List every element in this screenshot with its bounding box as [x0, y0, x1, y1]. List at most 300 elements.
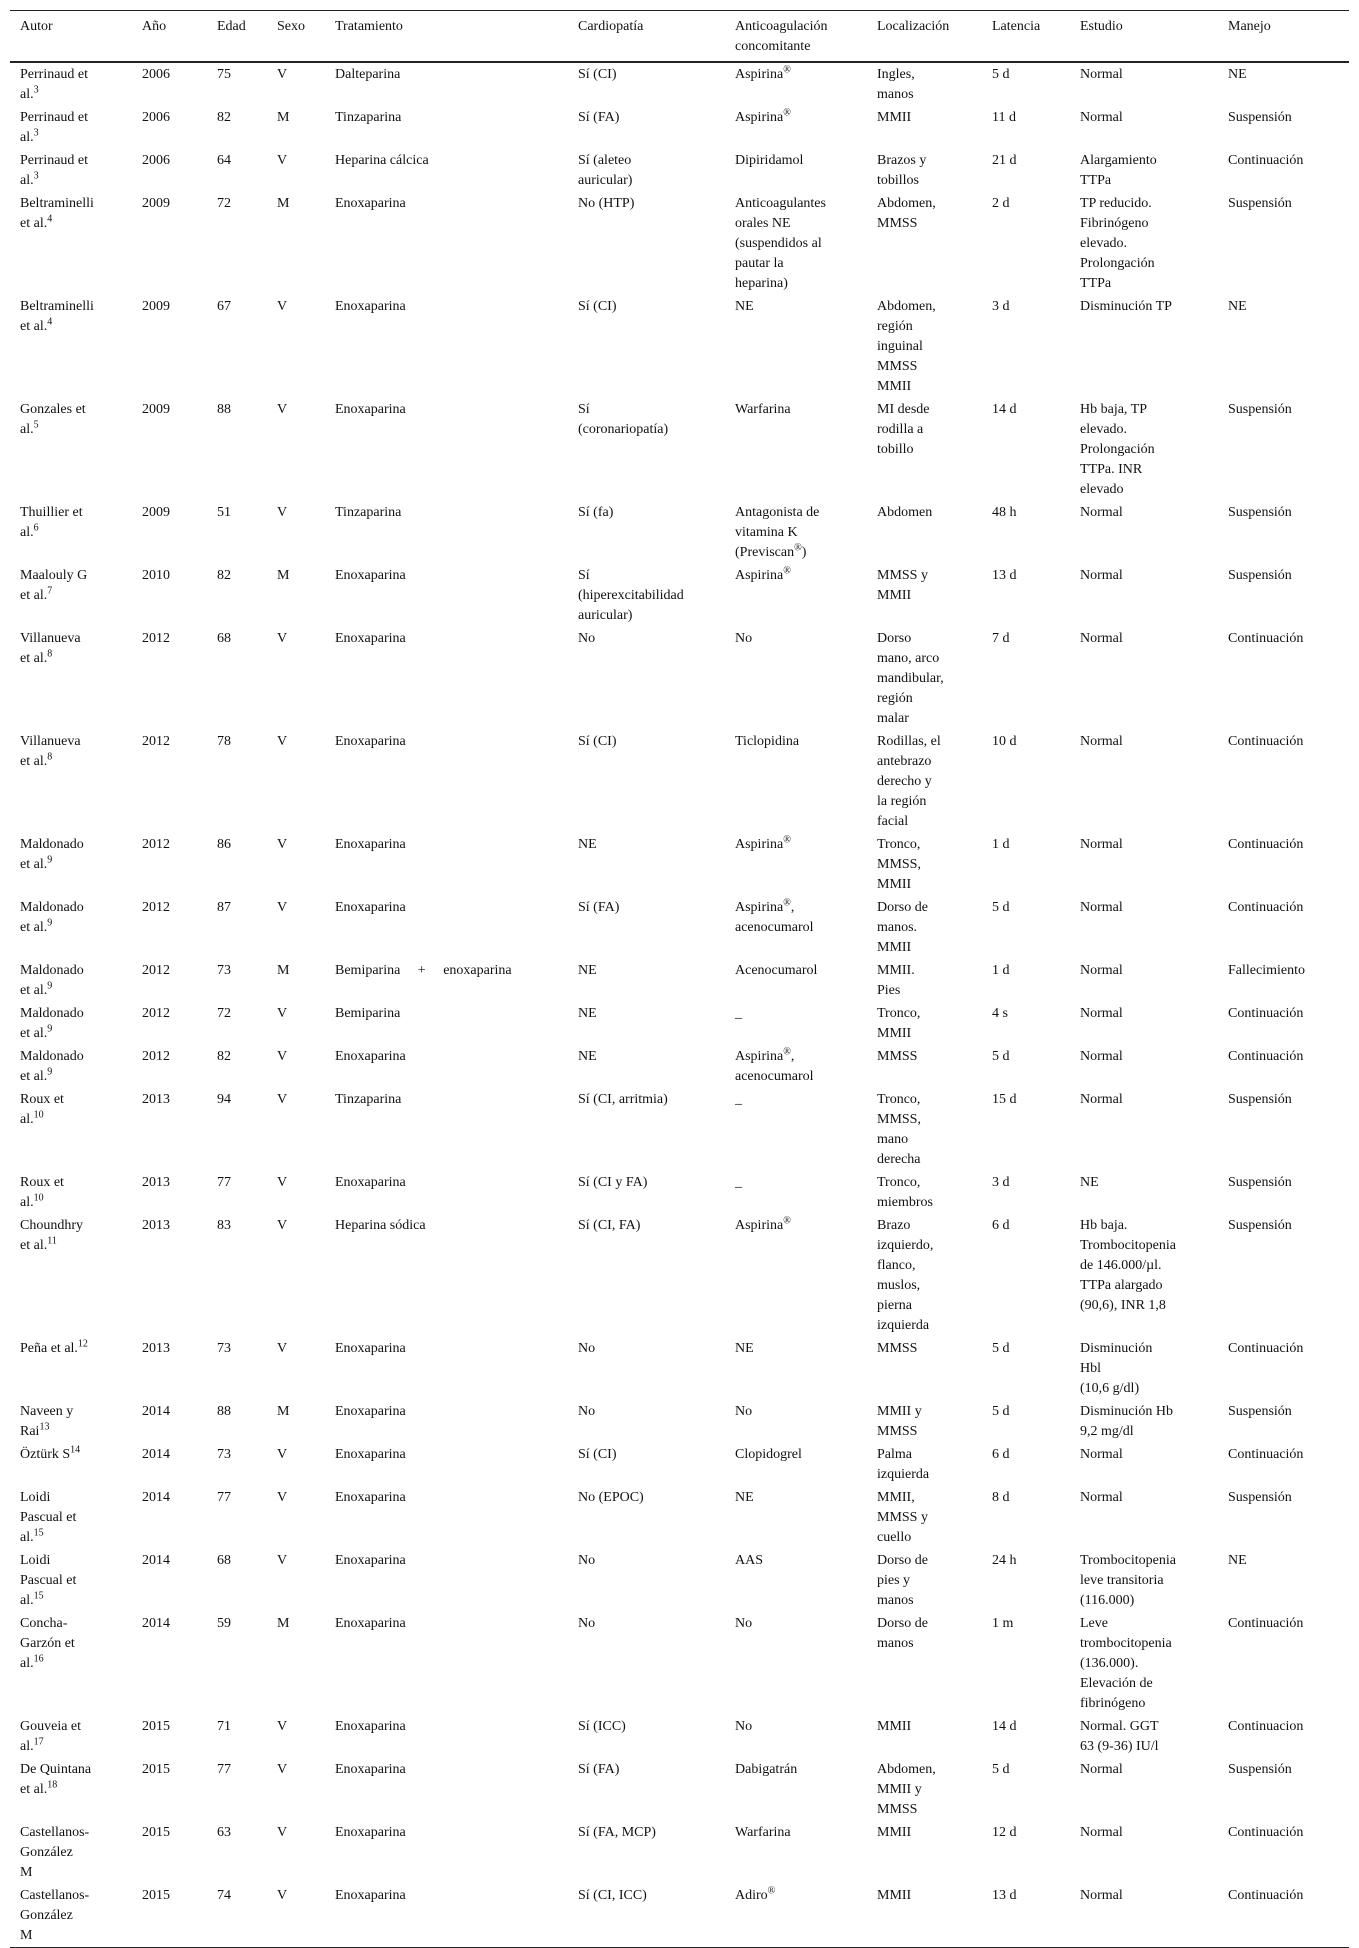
cell-latencia-text: 1 m	[992, 1616, 1014, 1631]
cell-manejo	[1218, 1088, 1349, 1171]
cell-localizacion	[867, 1002, 982, 1045]
cell-sexo	[267, 627, 325, 730]
cell-manejo-text: Continuación	[1228, 837, 1304, 852]
cell-localizacion-text: Tronco, MMSS, MMII	[877, 837, 921, 892]
cell-manejo	[1218, 730, 1349, 833]
cell-edad-text: 68	[217, 631, 231, 646]
cell-estudio	[1070, 398, 1218, 501]
cell-estudio-text: Normal	[1080, 631, 1123, 646]
cell-sexo	[267, 106, 325, 149]
cell-manejo-text: Continuación	[1228, 153, 1304, 168]
reference-number: 3	[33, 127, 39, 139]
table-row	[10, 1821, 1349, 1884]
cell-latencia	[982, 627, 1070, 730]
cell-anticoagulacion-text: Dabigatrán	[735, 1762, 798, 1777]
cell-anio-text: 2013	[142, 1341, 170, 1356]
cell-latencia-text: 7 d	[992, 631, 1010, 646]
cell-autor-text: Roux et al.	[20, 1092, 64, 1127]
cell-localizacion-text: MMII	[877, 1825, 912, 1840]
cell-anio-text: 2012	[142, 734, 170, 749]
cell-anticoagulacion-text: _	[735, 1092, 742, 1107]
cell-manejo-text: Continuación	[1228, 1616, 1304, 1631]
cell-anticoagulacion-text: Antagonista de vitamina K (Previscan	[735, 505, 820, 560]
cell-sexo-text: M	[277, 1616, 290, 1631]
cell-autor-text: Perrinaud et al.	[20, 110, 89, 145]
cell-estudio-text: Trombocitopenia leve transitoria (116.000)	[1080, 1553, 1176, 1608]
cell-tratamiento	[325, 1045, 568, 1088]
header-anio: Año	[142, 19, 167, 34]
cell-tratamiento	[325, 1002, 568, 1045]
cell-localizacion-text: Brazos y tobillos	[877, 153, 927, 188]
reference-number: 16	[33, 1653, 44, 1665]
cell-anticoagulacion	[725, 501, 867, 564]
cell-edad	[207, 1337, 267, 1400]
cell-tratamiento	[325, 896, 568, 959]
cell-edad	[207, 1443, 267, 1486]
cell-tratamiento	[325, 192, 568, 295]
cell-edad	[207, 627, 267, 730]
cell-tratamiento-text: Bemiparina + enoxaparina	[335, 963, 512, 978]
cell-anio-text: 2009	[142, 505, 170, 520]
cell-latencia-text: 5 d	[992, 1762, 1010, 1777]
cell-localizacion	[867, 62, 982, 106]
cell-latencia	[982, 192, 1070, 295]
cell-estudio-text: Normal	[1080, 1049, 1123, 1064]
cell-autor-text: Maldonado et al.	[20, 1006, 84, 1041]
cell-anio	[132, 106, 207, 149]
table-row	[10, 627, 1349, 730]
cell-latencia	[982, 896, 1070, 959]
cell-estudio-text: NE	[1080, 1175, 1099, 1190]
table-row	[10, 959, 1349, 1002]
cell-anio-text: 2015	[142, 1762, 170, 1777]
cell-manejo	[1218, 1337, 1349, 1400]
cell-tratamiento	[325, 62, 568, 106]
cell-sexo	[267, 1821, 325, 1884]
cell-sexo	[267, 1549, 325, 1612]
cell-latencia-text: 2 d	[992, 196, 1010, 211]
cell-tratamiento-text: Enoxaparina	[335, 1404, 406, 1419]
cell-latencia	[982, 1486, 1070, 1549]
registered-mark: ®	[783, 897, 791, 909]
cell-cardiopatia-text: Sí (CI, ICC)	[578, 1888, 647, 1903]
cell-manejo	[1218, 501, 1349, 564]
cell-manejo-text: Fallecimiento	[1228, 963, 1305, 978]
cell-manejo	[1218, 564, 1349, 627]
cell-sexo-text: V	[277, 1762, 288, 1777]
table-row	[10, 62, 1349, 106]
cell-anio-text: 2012	[142, 837, 170, 852]
cell-tratamiento-text: Tinzaparina	[335, 1092, 402, 1107]
cell-autor-text: De Quintana et al.	[20, 1762, 92, 1797]
cell-sexo	[267, 959, 325, 1002]
cell-latencia-text: 1 d	[992, 963, 1010, 978]
cell-autor	[10, 1171, 132, 1214]
cell-latencia-text: 6 d	[992, 1447, 1010, 1462]
cell-anticoagulacion-cont: , acenocumarol	[735, 900, 814, 935]
cell-latencia	[982, 1884, 1070, 1948]
cell-latencia	[982, 1443, 1070, 1486]
cell-tratamiento	[325, 295, 568, 398]
cell-latencia	[982, 1549, 1070, 1612]
cell-latencia	[982, 1045, 1070, 1088]
cell-anticoagulacion	[725, 1715, 867, 1758]
reference-number: 6	[33, 522, 39, 534]
cell-localizacion-text: Abdomen, MMSS	[877, 196, 936, 231]
table-row	[10, 1549, 1349, 1612]
cell-edad-text: 64	[217, 153, 231, 168]
cell-edad-text: 59	[217, 1616, 231, 1631]
cell-localizacion	[867, 398, 982, 501]
cell-edad	[207, 1884, 267, 1948]
cell-autor-text: Choundhry et al.	[20, 1218, 83, 1253]
cell-anticoagulacion	[725, 1400, 867, 1443]
cell-cardiopatia	[568, 959, 725, 1002]
cell-sexo	[267, 1486, 325, 1549]
cell-manejo	[1218, 1002, 1349, 1045]
cell-manejo	[1218, 1486, 1349, 1549]
cell-latencia	[982, 1821, 1070, 1884]
cell-tratamiento-text: Enoxaparina	[335, 402, 406, 417]
cell-anio-text: 2012	[142, 1006, 170, 1021]
cell-manejo-text: Suspensión	[1228, 1218, 1292, 1233]
cell-autor-text: Castellanos- González M	[20, 1888, 90, 1943]
cell-sexo-text: M	[277, 1404, 290, 1419]
cell-tratamiento	[325, 1486, 568, 1549]
cell-localizacion	[867, 1171, 982, 1214]
cell-latencia-text: 5 d	[992, 900, 1010, 915]
cell-cardiopatia-text: Sí (FA)	[578, 110, 620, 125]
cell-estudio	[1070, 106, 1218, 149]
cell-edad-text: 94	[217, 1092, 231, 1107]
cell-autor-text: Castellanos- González M	[20, 1825, 90, 1880]
cell-tratamiento-text: Bemiparina	[335, 1006, 401, 1021]
cell-cardiopatia-text: Sí (CI)	[578, 734, 617, 749]
cell-autor	[10, 1758, 132, 1821]
header-estudio: Estudio	[1080, 19, 1123, 34]
cell-anio	[132, 896, 207, 959]
cell-latencia	[982, 1214, 1070, 1337]
cell-edad	[207, 896, 267, 959]
cell-estudio-text: Disminución Hb 9,2 mg/dl	[1080, 1404, 1173, 1439]
reference-number: 3	[33, 84, 39, 96]
cell-anio	[132, 192, 207, 295]
cell-localizacion	[867, 1214, 982, 1337]
cell-localizacion	[867, 1486, 982, 1549]
cell-estudio-text: Normal	[1080, 110, 1123, 125]
cell-tratamiento-text: Enoxaparina	[335, 1553, 406, 1568]
cell-tratamiento-text: Heparina cálcica	[335, 153, 429, 168]
cell-anio-text: 2012	[142, 963, 170, 978]
cell-anticoagulacion	[725, 730, 867, 833]
header-latencia: Latencia	[992, 19, 1041, 34]
cell-edad	[207, 501, 267, 564]
cell-sexo-text: V	[277, 1553, 288, 1568]
cell-edad	[207, 1045, 267, 1088]
cell-tratamiento-text: Enoxaparina	[335, 1825, 406, 1840]
table-row	[10, 1171, 1349, 1214]
cell-tratamiento-text: Tinzaparina	[335, 110, 402, 125]
registered-mark: ®	[783, 1046, 791, 1058]
cell-sexo-text: M	[277, 196, 290, 211]
cell-autor	[10, 1088, 132, 1171]
cell-anio	[132, 1337, 207, 1400]
cell-tratamiento	[325, 1337, 568, 1400]
cell-cardiopatia-text: Sí (CI)	[578, 1447, 617, 1462]
cell-edad-text: 63	[217, 1825, 231, 1840]
header-anticoagulacion: Anticoagulación concomitante	[735, 19, 828, 54]
cell-manejo	[1218, 896, 1349, 959]
cell-anticoagulacion	[725, 833, 867, 896]
cell-estudio	[1070, 959, 1218, 1002]
table-row	[10, 149, 1349, 192]
cell-anticoagulacion-text: Anticoagulantes orales NE (suspendidos al pautar la heparina)	[735, 196, 826, 291]
cell-edad-text: 67	[217, 299, 231, 314]
cell-sexo-text: V	[277, 631, 288, 646]
cell-manejo-text: Continuación	[1228, 900, 1304, 915]
cell-anticoagulacion	[725, 1002, 867, 1045]
cell-sexo	[267, 1171, 325, 1214]
cell-anticoagulacion-text: Dipiridamol	[735, 153, 804, 168]
cell-estudio-text: TP reducido. Fibrinógeno elevado. Prolongación TTPa	[1080, 196, 1155, 291]
cell-manejo	[1218, 1171, 1349, 1214]
cell-anticoagulacion	[725, 1045, 867, 1088]
cell-anticoagulacion-text: No	[735, 1719, 753, 1734]
cell-sexo-text: V	[277, 153, 288, 168]
cell-tratamiento	[325, 1088, 568, 1171]
cell-anio	[132, 62, 207, 106]
cell-manejo	[1218, 1884, 1349, 1948]
cell-localizacion-text: MI desde rodilla a tobillo	[877, 402, 930, 457]
cell-edad-text: 82	[217, 1049, 231, 1064]
reference-number: 8	[47, 751, 53, 763]
cell-localizacion	[867, 501, 982, 564]
cell-localizacion	[867, 1337, 982, 1400]
cell-cardiopatia-text: No	[578, 1404, 596, 1419]
cell-tratamiento-text: Enoxaparina	[335, 1719, 406, 1734]
cell-anio-text: 2006	[142, 153, 170, 168]
header-localizacion: Localización	[877, 19, 950, 34]
cell-edad-text: 77	[217, 1762, 231, 1777]
cell-tratamiento-text: Enoxaparina	[335, 734, 406, 749]
cell-anticoagulacion	[725, 959, 867, 1002]
cell-autor-text: Maldonado et al.	[20, 900, 84, 935]
reference-number: 5	[33, 419, 39, 431]
cell-manejo	[1218, 1612, 1349, 1715]
cell-anticoagulacion	[725, 1443, 867, 1486]
registered-mark: ®	[783, 107, 791, 119]
cell-anio	[132, 833, 207, 896]
cell-manejo-text: Continuación	[1228, 734, 1304, 749]
cell-latencia	[982, 1171, 1070, 1214]
cell-localizacion-text: Brazo izquierdo, flanco, muslos, pierna izquierda	[877, 1218, 934, 1333]
cell-latencia	[982, 1002, 1070, 1045]
cell-anticoagulacion	[725, 1214, 867, 1337]
cell-tratamiento	[325, 833, 568, 896]
reference-number: 18	[47, 1779, 58, 1791]
cell-latencia	[982, 1715, 1070, 1758]
cell-cardiopatia	[568, 295, 725, 398]
cell-autor	[10, 106, 132, 149]
cell-edad-text: 82	[217, 110, 231, 125]
cell-autor-text: Roux et al.	[20, 1175, 64, 1210]
cell-edad	[207, 62, 267, 106]
table-row	[10, 1758, 1349, 1821]
cell-anticoagulacion-text: Warfarina	[735, 1825, 791, 1840]
cell-anticoagulacion	[725, 627, 867, 730]
cell-tratamiento-text: Tinzaparina	[335, 505, 402, 520]
cell-manejo-text: NE	[1228, 1553, 1247, 1568]
cell-estudio-text: Disminución TP	[1080, 299, 1172, 314]
cell-localizacion	[867, 627, 982, 730]
cell-sexo-text: V	[277, 1719, 288, 1734]
cell-manejo	[1218, 1549, 1349, 1612]
cell-localizacion-text: Ingles, manos	[877, 67, 915, 102]
cell-estudio	[1070, 1443, 1218, 1486]
cell-localizacion-text: MMII y MMSS	[877, 1404, 922, 1439]
cell-estudio	[1070, 1337, 1218, 1400]
cell-anticoagulacion	[725, 106, 867, 149]
cell-anio-text: 2009	[142, 402, 170, 417]
cell-sexo-text: V	[277, 505, 288, 520]
cell-tratamiento	[325, 1758, 568, 1821]
cell-anio-text: 2015	[142, 1888, 170, 1903]
cell-localizacion-text: Tronco, MMSS, mano derecha	[877, 1092, 921, 1167]
table-row	[10, 1443, 1349, 1486]
cell-edad	[207, 398, 267, 501]
cell-cardiopatia	[568, 1088, 725, 1171]
cell-sexo	[267, 1443, 325, 1486]
cell-localizacion	[867, 1715, 982, 1758]
reference-number: 15	[33, 1527, 44, 1539]
cell-autor	[10, 627, 132, 730]
cell-latencia	[982, 106, 1070, 149]
cell-anio	[132, 149, 207, 192]
cell-autor-text: Loidi Pascual et al.	[20, 1490, 77, 1545]
cell-latencia-text: 5 d	[992, 1404, 1010, 1419]
cell-manejo-text: NE	[1228, 299, 1247, 314]
table-row	[10, 1337, 1349, 1400]
cell-anio	[132, 1045, 207, 1088]
cell-estudio	[1070, 730, 1218, 833]
cell-sexo-text: V	[277, 1490, 288, 1505]
cell-tratamiento-text: Enoxaparina	[335, 1049, 406, 1064]
cell-localizacion	[867, 1612, 982, 1715]
cell-tratamiento	[325, 959, 568, 1002]
reference-number: 10	[33, 1109, 44, 1121]
cell-edad-text: 72	[217, 196, 231, 211]
cell-tratamiento	[325, 1715, 568, 1758]
cell-latencia-text: 14 d	[992, 1719, 1017, 1734]
cell-cardiopatia-text: Sí (fa)	[578, 505, 614, 520]
cell-estudio-text: Alargamiento TTPa	[1080, 153, 1157, 188]
cell-manejo-text: Continuación	[1228, 1447, 1304, 1462]
cell-manejo	[1218, 1400, 1349, 1443]
cell-edad	[207, 106, 267, 149]
cell-tratamiento-text: Enoxaparina	[335, 1616, 406, 1631]
cell-cardiopatia-text: No	[578, 631, 596, 646]
cell-edad	[207, 149, 267, 192]
cell-sexo-text: M	[277, 110, 290, 125]
cell-estudio-text: Disminución Hbl (10,6 g/dl)	[1080, 1341, 1153, 1396]
cell-autor	[10, 1443, 132, 1486]
cell-autor	[10, 1400, 132, 1443]
cell-sexo-text: V	[277, 1825, 288, 1840]
cell-autor-text: Villanueva et al.	[20, 631, 81, 666]
reference-number: 9	[47, 980, 53, 992]
cell-cardiopatia	[568, 1400, 725, 1443]
cell-manejo-text: NE	[1228, 67, 1247, 82]
reference-number: 3	[33, 170, 39, 182]
cell-estudio-text: Normal. GGT 63 (9-36) IU/l	[1080, 1719, 1159, 1754]
cell-localizacion	[867, 1045, 982, 1088]
cell-estudio	[1070, 149, 1218, 192]
cell-cardiopatia	[568, 1715, 725, 1758]
cell-cardiopatia	[568, 192, 725, 295]
cell-edad	[207, 192, 267, 295]
table-row	[10, 1884, 1349, 1948]
cell-anticoagulacion	[725, 149, 867, 192]
cell-estudio	[1070, 192, 1218, 295]
cell-anio-text: 2014	[142, 1447, 170, 1462]
cell-latencia	[982, 1400, 1070, 1443]
cell-manejo-text: Suspensión	[1228, 402, 1292, 417]
cell-localizacion	[867, 192, 982, 295]
cell-sexo-text: V	[277, 1888, 288, 1903]
cell-tratamiento-text: Enoxaparina	[335, 1490, 406, 1505]
cell-edad	[207, 295, 267, 398]
cell-edad-text: 73	[217, 963, 231, 978]
cell-edad-text: 78	[217, 734, 231, 749]
cell-manejo-text: Suspensión	[1228, 196, 1292, 211]
cell-autor	[10, 833, 132, 896]
table-container	[10, 10, 1349, 1948]
cell-anticoagulacion-text: No	[735, 1404, 753, 1419]
header-tratamiento: Tratamiento	[335, 19, 403, 34]
cell-cardiopatia-text: Sí (ICC)	[578, 1719, 626, 1734]
cell-autor	[10, 1715, 132, 1758]
cell-sexo-text: V	[277, 402, 288, 417]
cell-manejo-text: Suspensión	[1228, 1092, 1292, 1107]
reference-number: 9	[47, 854, 53, 866]
cell-sexo-text: V	[277, 900, 288, 915]
cell-edad	[207, 1549, 267, 1612]
cell-estudio	[1070, 1715, 1218, 1758]
cell-latencia	[982, 959, 1070, 1002]
cell-manejo-text: Suspensión	[1228, 1404, 1292, 1419]
cell-manejo	[1218, 106, 1349, 149]
cell-localizacion	[867, 1088, 982, 1171]
cell-anio-text: 2014	[142, 1490, 170, 1505]
cell-localizacion-text: MMSS	[877, 1341, 918, 1356]
cell-estudio-text: Leve trombocitopenia (136.000). Elevación de fibrinógeno	[1080, 1616, 1172, 1711]
cell-localizacion-text: Dorso mano, arco mandibular, región malar	[877, 631, 944, 726]
cell-estudio	[1070, 833, 1218, 896]
cell-cardiopatia	[568, 564, 725, 627]
cell-cardiopatia	[568, 1758, 725, 1821]
cell-cardiopatia	[568, 398, 725, 501]
reference-number: 7	[47, 585, 53, 597]
cell-localizacion	[867, 730, 982, 833]
table-row	[10, 106, 1349, 149]
cell-latencia-text: 21 d	[992, 153, 1017, 168]
cell-anticoagulacion	[725, 564, 867, 627]
cell-anio	[132, 1758, 207, 1821]
cell-anio-text: 2014	[142, 1404, 170, 1419]
cell-edad	[207, 1002, 267, 1045]
cell-edad-text: 68	[217, 1553, 231, 1568]
cell-tratamiento-text: Enoxaparina	[335, 900, 406, 915]
